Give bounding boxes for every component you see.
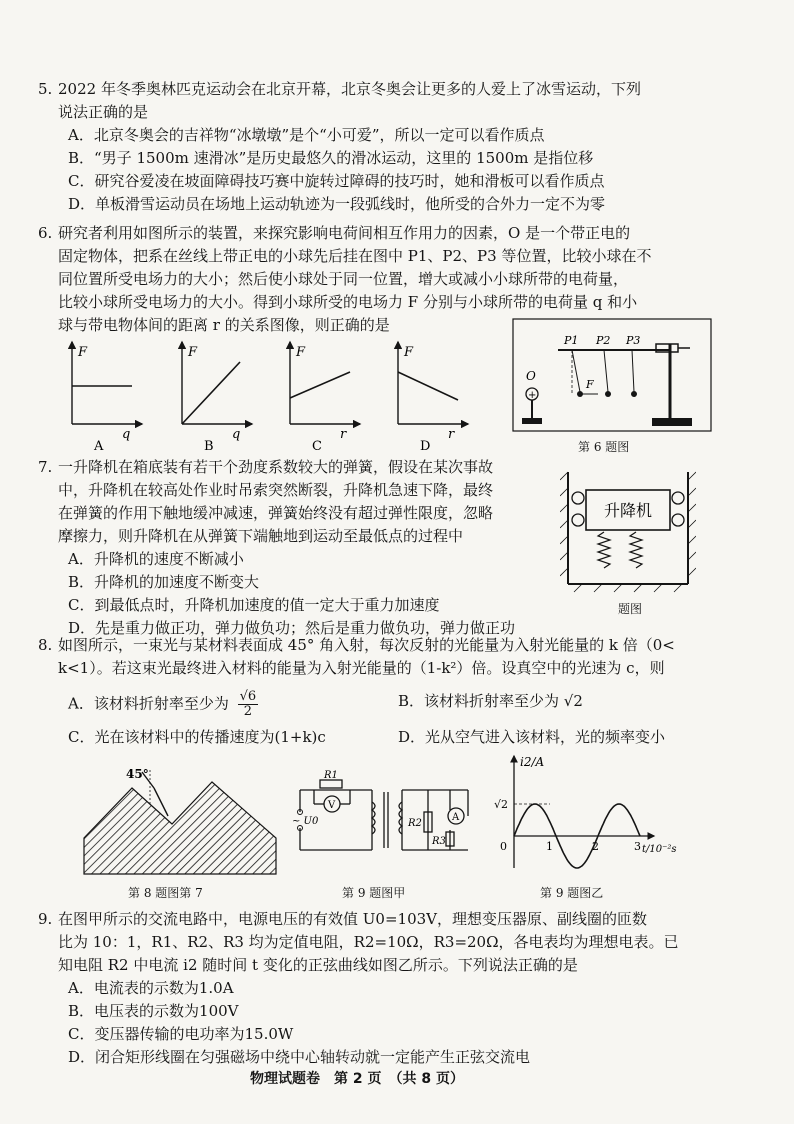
stem-line: 中，升降机在较高处作业时吊索突然断裂，升降机急速下降，最终 — [58, 481, 494, 499]
x-axis-label: t/10⁻²s — [642, 844, 677, 855]
amplitude-label: √2 — [494, 798, 509, 811]
option-b: B．电压表的示数为100V — [68, 1002, 239, 1020]
graph-a — [72, 342, 142, 454]
svg-text:+: + — [528, 390, 537, 401]
stem-line: 比较小球所受电场力的大小。得到小球所受的电场力 F 分别与小球所带的电荷量 q 和小 — [58, 293, 638, 311]
label-r2: R2 — [408, 818, 422, 829]
elevator-label: 升降机 — [603, 501, 653, 520]
x-label: q — [122, 427, 131, 442]
label-p2: P2 — [596, 334, 611, 347]
label-v: V — [328, 800, 336, 811]
page-footer: 物理试题卷 第 2 页 （共 8 页） — [250, 1071, 464, 1087]
question-number: 7. — [38, 458, 53, 476]
tick-2: 2 — [592, 840, 599, 853]
y-axis-label: i2/A — [520, 755, 545, 769]
question-5 — [38, 78, 641, 216]
question-number: 9. — [38, 910, 53, 928]
stem-line: k<1）。若这束光最终进入材料的能量为入射光能量的（1-k²）倍。设真空中的光速为 c，则 — [58, 659, 665, 677]
q8-option-a — [68, 690, 258, 719]
option-c: C．变压器传输的电功率为15.0W — [68, 1025, 294, 1043]
graph-label: A — [94, 439, 104, 454]
q6-caption: 第 6 题图 — [578, 440, 630, 454]
q8-option-c: C．光在该材料中的传播速度为(1+k)c — [68, 728, 326, 746]
option-a: A．升降机的速度不断减小 — [68, 550, 244, 568]
tick-1: 1 — [546, 840, 553, 853]
option-c: C．到最低点时，升降机加速度的值一定大于重力加速度 — [68, 596, 440, 614]
denominator: 2 — [243, 704, 253, 719]
y-label: F — [188, 345, 198, 360]
numerator: √6 — [239, 689, 257, 704]
label-o: O — [526, 369, 536, 383]
fraction — [238, 690, 259, 719]
x-label: q — [232, 427, 241, 442]
origin-label: 0 — [500, 840, 507, 853]
y-label: F — [404, 345, 414, 360]
stem-line: 说法正确的是 — [58, 103, 149, 121]
x-label: r — [340, 427, 347, 442]
q8-option-d: D．光从空气进入该材料，光的频率变小 — [398, 728, 666, 746]
label-a: A — [452, 812, 460, 823]
label-r3: R3 — [432, 836, 446, 847]
stem-line: 在弹簧的作用下触地缓冲减速，弹簧始终没有超过弹性限度，忽略 — [58, 504, 494, 522]
q7-elevator-figure — [560, 468, 696, 596]
option-c: C．研究谷爱凌在坡面障碍技巧赛中旋转过障碍的技巧时，她和滑板可以看作质点 — [68, 172, 605, 190]
graph-b — [182, 342, 252, 454]
q8-material-figure — [80, 766, 280, 878]
stem-line: 2022 年冬季奥林匹克运动会在北京开幕，北京冬奥会让更多的人爱上了冰雪运动，下列 — [58, 80, 641, 98]
question-number: 5. — [38, 80, 53, 98]
graph-label: D — [420, 439, 431, 454]
tick-3: 3 — [634, 840, 641, 853]
stem-line: 球与带电物体间的距离 r 的关系图像，则正确的是 — [58, 316, 390, 334]
q9-caption-b: 第 9 题图乙 — [540, 886, 604, 900]
option-a: A．电流表的示数为1.0A — [68, 979, 234, 997]
q8-caption: 第 8 题图第 7 — [128, 886, 203, 900]
q9-current-graph — [494, 752, 684, 872]
x-label: r — [448, 427, 455, 442]
stem-line: 摩擦力，则升降机在从弹簧下端触地到运动至最低点的过程中 — [58, 527, 464, 545]
stem-line: 如图所示，一束光与某材料表面成 45° 角入射，每次反射的光能量为入射光能量的 k 倍（0< — [58, 636, 675, 654]
stem-line: 比为 10：1，R1、R2、R3 均为定值电阻，R2=10Ω，R3=20Ω，各电表均为理想电表。已 — [58, 933, 679, 951]
label-u0: ~ U0 — [292, 816, 319, 827]
option-b: B．升降机的加速度不断变大 — [68, 573, 260, 591]
stem-line: 一升降机在箱底装有若干个劲度系数较大的弹簧，假设在某次事故 — [58, 458, 494, 476]
q9-circuit-figure — [292, 770, 478, 868]
graph-d — [398, 342, 468, 454]
label-r1: R1 — [324, 770, 338, 781]
label-p3: P3 — [626, 334, 641, 347]
graph-label: C — [312, 439, 322, 454]
question-number: 6. — [38, 224, 53, 242]
angle-label: 45° — [126, 767, 149, 781]
option-d: D．闭合矩形线圈在匀强磁场中绕中心轴转动就一定能产生正弦交流电 — [68, 1048, 531, 1066]
label-f: F — [586, 378, 594, 391]
question-7 — [38, 456, 515, 640]
stem-line: 知电阻 R2 中电流 i2 随时间 t 变化的正弦曲线如图乙所示。下列说法正确的是 — [58, 956, 578, 974]
option-b: B．“男子 1500m 速滑冰”是历史最悠久的滑冰运动，这里的 1500m 是指位移 — [68, 149, 594, 167]
y-label: F — [296, 345, 306, 360]
stem-line: 固定物体，把系在丝线上带正电的小球先后挂在图中 P1、P2、P3 等位置，比较小球在不 — [58, 247, 652, 265]
y-label: F — [78, 345, 88, 360]
q9-caption-a: 第 9 题图甲 — [342, 886, 406, 900]
question-8 — [38, 634, 675, 680]
stem-line: 在图甲所示的交流电路中，电源电压的有效值 U0=103V，理想变压器原、副线圈的匝数 — [58, 910, 647, 928]
q8-option-b: B．该材料折射率至少为 √2 — [398, 692, 583, 710]
option-a-text: A．该材料折射率至少为 — [68, 694, 229, 713]
q6-apparatus-figure — [512, 318, 712, 432]
question-9 — [38, 908, 679, 1069]
option-d: D．先是重力做正功，弹力做负功；然后是重力做负功，弹力做正功 — [68, 619, 516, 637]
question-number: 8. — [38, 636, 53, 654]
graph-c — [290, 342, 360, 454]
option-d: D．单板滑雪运动员在场地上运动轨迹为一段弧线时，他所受的合外力一定不为零 — [68, 195, 606, 213]
label-p1: P1 — [564, 334, 579, 347]
stem-line: 研究者利用如图所示的装置，来探究影响电荷间相互作用力的因素，O 是一个带正电的 — [58, 224, 631, 242]
option-a: A．北京冬奥会的吉祥物“冰墩墩”是个“小可爱”，所以一定可以看作质点 — [68, 126, 545, 144]
q7-caption: 题图 — [618, 602, 643, 616]
q6-graphs — [60, 338, 480, 456]
stem-line: 同位置所受电场力的大小；然后使小球处于同一位置，增大或减小小球所带的电荷量， — [58, 270, 629, 288]
graph-label: B — [204, 439, 214, 454]
